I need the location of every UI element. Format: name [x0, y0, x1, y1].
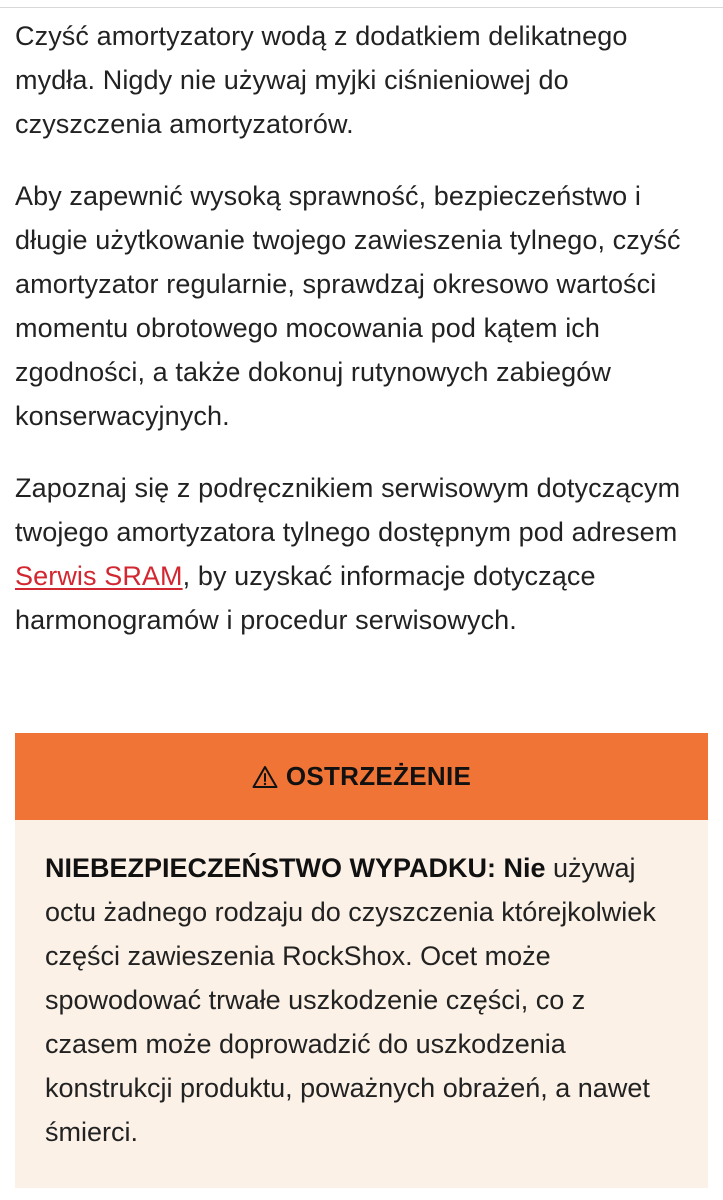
paragraph-service-manual-start: Zapoznaj się z podręcznikiem serwisowym dotyczącym twojego amortyzatora tylnego dostępnym pod adresem — [15, 473, 681, 547]
warning-title: OSTRZEŻENIE — [285, 761, 472, 791]
article-content — [15, 14, 710, 670]
warning-bold-lead: NIEBEZPIECZEŃSTWO WYPADKU: Nie — [45, 853, 546, 883]
warning-box — [15, 733, 708, 1188]
paragraph-maintenance: Aby zapewnić wysoką sprawność, bezpieczeństwo i długie użytkowanie twojego zawieszenia tylnego, czyść amortyzator regularnie, sprawdzaj okresowo wartości momentu obrotowego mocowania pod kątem ich zgodności, a także dokonuj rutynowych zabiegów konserwacyjnych. — [15, 181, 681, 431]
paragraph-service-manual — [15, 466, 710, 642]
paragraph-service-manual-end: , by uzyskać informacje dotyczące harmonogramów i procedur serwisowych. — [15, 561, 596, 635]
warning-text: używaj octu żadnego rodzaju do czyszczenia którejkolwiek części zawieszenia RockShox. Ocet może spowodować trwałe uszkodzenie części, co z czasem może doprowadzić do uszkodzenia konstrukcji produktu, poważnych obrażeń, a nawet śmierci. — [45, 853, 656, 1147]
paragraph-cleaning: Czyść amortyzatory wodą z dodatkiem delikatnego mydła. Nigdy nie używaj myjki ciśnieniowej do czyszczenia amortyzatorów. — [15, 21, 628, 139]
warning-triangle-icon — [252, 765, 278, 789]
warning-body — [15, 820, 708, 1154]
warning-header — [15, 733, 708, 820]
top-divider — [0, 0, 723, 8]
sram-service-link[interactable]: Serwis SRAM — [15, 561, 183, 591]
